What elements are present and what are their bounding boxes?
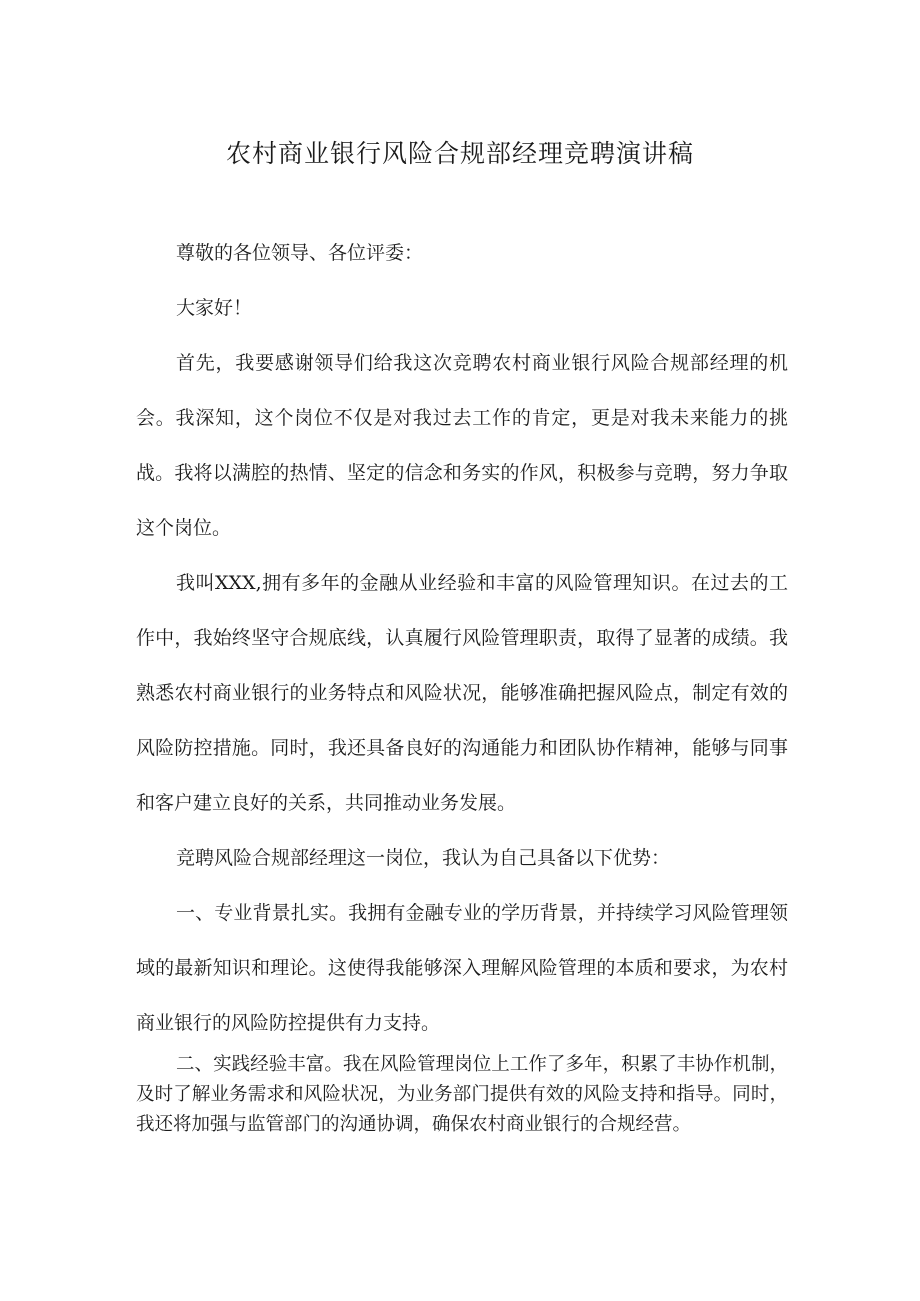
document-title: 农村商业银行风险合规部经理竞聘演讲稿	[225, 139, 694, 168]
paragraph-thanks: 首先，我要感谢领导们给我这次竞聘农村商业银行风险合规部经理的机会。我深知，这个岗位不仅是对我过去工作的肯定，更是对我未来能力的挑战。我将以满腔的热情、坚定的信念和务实的作风，积极参与竞聘，努力争取这个岗位。	[136, 352, 788, 539]
salutation: 尊敬的各位领导、各位评委：	[176, 242, 424, 264]
paragraph-advantage-2: 二、实践经验丰富。我在风险管理岗位上工作了多年，积累了丰协作机制，及时了解业务需求和风险状况，为业务部门提供有效的风险支持和指导。同时，我还将加强与监管部门的沟通协调，确保农村商业银行的合规经营。	[136, 1054, 788, 1135]
paragraph-advantages-intro: 竞聘风险合规部经理这一岗位，我认为自己具备以下优势：	[176, 847, 671, 869]
paragraph-advantage-1: 一、专业背景扎实。我拥有金融专业的学历背景，并持续学习风险管理领域的最新知识和理论。这使得我能够深入理解风险管理的本质和要求，为农村商业银行的风险防控提供有力支持。	[136, 902, 788, 1034]
greeting: 大家好！	[176, 297, 253, 319]
paragraph-self-intro: 我叫XXX,拥有多年的金融从业经验和丰富的风险管理知识。在过去的工作中，我始终坚守合规底线，认真履行风险管理职责，取得了显著的成绩。我熟悉农村商业银行的业务特点和风险状况，能够准确把握风险点，制定有效的风险防控措施。同时，我还具备良好的沟通能力和团队协作精神，能够与同事和客户建立良好的关系，共同推动业务发展。	[136, 572, 788, 814]
